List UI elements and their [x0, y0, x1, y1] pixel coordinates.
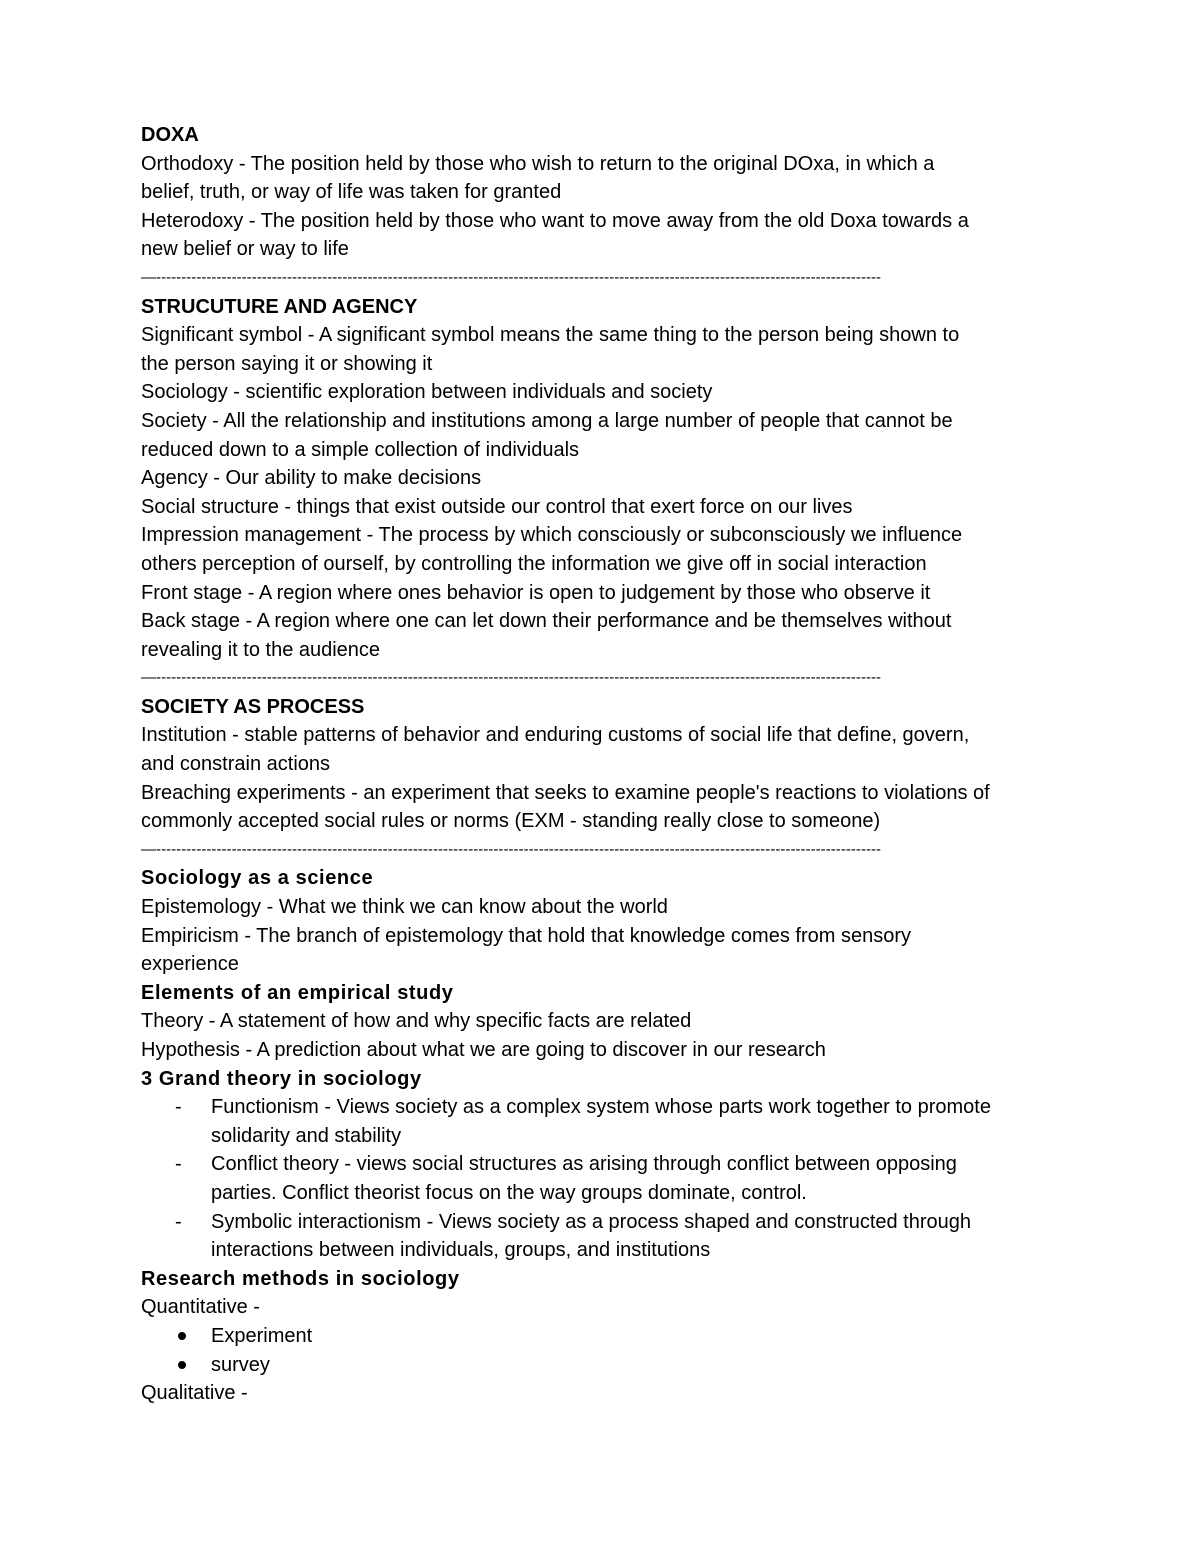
- section-divider: —------------------------------------------------------------------------------------------------------------------------------------------------: [141, 669, 882, 687]
- list-item: [141, 1150, 1066, 1207]
- section-heading-structure-agency: STRUCUTURE AND AGENCY: [141, 295, 418, 318]
- quantitative-label: Quantitative -: [141, 1296, 260, 1319]
- definition-line: the person saying it or showing it: [141, 352, 433, 375]
- definition-line: Social structure - things that exist outside our control that exert force on our lives: [141, 495, 853, 518]
- list-item: [141, 1351, 1066, 1380]
- definition-line: Front stage - A region where ones behavior is open to judgement by those who observe it: [141, 581, 931, 604]
- list-item-text: Symbolic interactionism - Views society as a process shaped and constructed through: [211, 1210, 972, 1233]
- list-item-text: Conflict theory - views social structures as arising through conflict between opposing: [211, 1153, 957, 1176]
- dash-marker: -: [175, 1153, 182, 1176]
- list-item: [141, 1208, 1066, 1265]
- section-heading-sociology-science: Sociology as a science: [141, 867, 374, 890]
- definition-line: and constrain actions: [141, 753, 331, 776]
- section-heading-grand-theory: 3 Grand theory in sociology: [141, 1067, 422, 1090]
- definition-line: revealing it to the audience: [141, 638, 381, 661]
- dash-marker: -: [175, 1210, 182, 1233]
- dash-marker: -: [175, 1096, 182, 1119]
- definition-line: Impression management - The process by which consciously or subconsciously we influence: [141, 524, 963, 547]
- section-heading-society-process: SOCIETY AS PROCESS: [141, 695, 365, 718]
- section-divider: —------------------------------------------------------------------------------------------------------------------------------------------------: [141, 840, 882, 858]
- definition-line: experience: [141, 953, 239, 976]
- definition-line: Epistemology - What we think we can know about the world: [141, 896, 668, 919]
- definition-line: Breaching experiments - an experiment that seeks to examine people's reactions to violations of: [141, 781, 990, 804]
- section-heading-empirical-study: Elements of an empirical study: [141, 981, 454, 1004]
- definition-line: Theory - A statement of how and why specific facts are related: [141, 1010, 692, 1033]
- definition-line: Empiricism - The branch of epistemology that hold that knowledge comes from sensory: [141, 924, 911, 947]
- list-item-text: interactions between individuals, groups, and institutions: [211, 1239, 711, 1262]
- bullet-dot-icon: [141, 1351, 211, 1380]
- list-item-text: Functionism - Views society as a complex system whose parts work together to promote: [211, 1096, 991, 1119]
- list-item-text: parties. Conflict theorist focus on the way groups dominate, control.: [211, 1181, 807, 1204]
- doxa-line: new belief or way to life: [141, 238, 349, 261]
- definition-line: Sociology - scientific exploration between individuals and society: [141, 381, 713, 404]
- bullet-dot-icon: [141, 1322, 211, 1351]
- section-divider: —------------------------------------------------------------------------------------------------------------------------------------------------: [141, 268, 882, 286]
- definition-line: commonly accepted social rules or norms (EXM - standing really close to someone): [141, 810, 881, 833]
- document-page: [141, 121, 1066, 1408]
- definition-line: Back stage - A region where one can let down their performance and be themselves without: [141, 610, 952, 633]
- list-item-text: Experiment: [211, 1324, 313, 1347]
- qualitative-label: Qualitative -: [141, 1382, 248, 1405]
- doxa-line: belief, truth, or way of life was taken for granted: [141, 181, 562, 204]
- definition-line: Significant symbol - A significant symbol means the same thing to the person being shown to: [141, 324, 960, 347]
- definition-line: others perception of ourself, by controlling the information we give off in social interaction: [141, 552, 927, 575]
- doxa-line: Orthodoxy - The position held by those who wish to return to the original DOxa, in which a: [141, 152, 935, 175]
- definition-line: Hypothesis - A prediction about what we are going to discover in our research: [141, 1039, 826, 1061]
- section-heading-doxa: DOXA: [141, 124, 199, 146]
- list-item: [141, 1093, 1066, 1150]
- list-item-text: solidarity and stability: [211, 1124, 402, 1147]
- list-item-text: survey: [211, 1353, 270, 1376]
- definition-line: reduced down to a simple collection of individuals: [141, 438, 580, 461]
- doxa-line: Heterodoxy - The position held by those who want to move away from the old Doxa towards a: [141, 209, 969, 232]
- definition-line: Institution - stable patterns of behavior and enduring customs of social life that define, govern,: [141, 724, 970, 747]
- definition-line: Society - All the relationship and institutions among a large number of people that cannot be: [141, 409, 953, 432]
- section-heading-research-methods: Research methods in sociology: [141, 1267, 460, 1290]
- list-item: [141, 1322, 1066, 1351]
- definition-line: Agency - Our ability to make decisions: [141, 467, 482, 490]
